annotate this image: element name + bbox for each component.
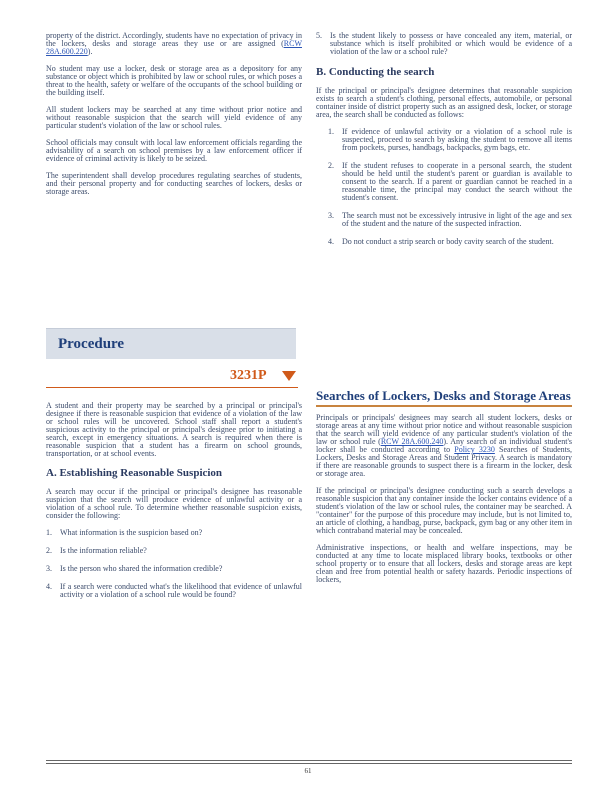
- left-column-top: [46, 32, 302, 205]
- suspicion-list: [46, 529, 302, 599]
- list-item: 2. If the student refuses to cooperate in a personal search, the student should be held until the student's parent or guardian is available to consent to the search. If a parent or guardian cannot be reached in a reasonable time, the principal may conduct the search without the student's consent.: [328, 161, 572, 202]
- list-item: 4. If a search were conducted what's the likelihood that evidence of unlawful activity or a violation of a school rule would be found?: [46, 582, 302, 599]
- continued-list: [316, 32, 572, 56]
- list-item: 1. If evidence of unlawful activity or a violation of a school rule is suspected, proceed to search by asking the student to remove all items from pockets, purses, handbags, backpacks, gym bags, etc.: [328, 127, 572, 152]
- paragraph: No student may use a locker, desk or storage area as a depository for any substance or object which is prohibited by law or school rules, or which poses a threat to the health, safety or welfare of the occupants of the school building or the building itself.: [46, 64, 302, 97]
- paragraph: School officials may consult with local law enforcement officials regarding the advisability of a search on school premises by a law enforcement officer if evidence of criminal activity is likely to be seized.: [46, 138, 302, 163]
- list-item: 5. Is the student likely to possess or have concealed any item, material, or substance which is itself prohibited or which would be evidence of a violation of the law or a school rule?: [316, 31, 572, 56]
- right-column-top: [316, 32, 572, 256]
- list-item: 1. What information is the suspicion based on?: [46, 528, 203, 537]
- procedure-code: 3231P: [230, 368, 267, 383]
- page-number: 61: [304, 767, 312, 775]
- section-heading-b: B. Conducting the search: [316, 66, 435, 78]
- right-column-bottom: [316, 388, 572, 593]
- paragraph: If the principal or principal's designee conducting such a search develops a reasonable suspicion that any container inside the locker contains evidence of a student's violation of the law or school rules, the container may be searched. A "container" for the purpose of this procedure may include, but is not limited to, an article of clothing, a handbag, purse, backpack, gym bag or any other item in which contraband material may be concealed.: [316, 486, 572, 535]
- rcw-link[interactable]: RCW 28A.600.240: [380, 437, 444, 446]
- paragraph: Administrative inspections, or health and welfare inspections, may be conducted at any time to locate misplaced library books, textbooks or other school property or to ensure that all lockers, desks and storage areas are kept clean and free from potential health or safety hazards. Periodic inspections of lockers,: [316, 543, 572, 584]
- section-heading-a: A. Establishing Reasonable Suspicion: [46, 467, 223, 479]
- paragraph: The superintendent shall develop procedures regulating searches of students, and their personal property and for conducting searches of lockers, desks or storage areas.: [46, 171, 302, 196]
- rcw-link[interactable]: RCW 28A.600.220: [46, 39, 302, 56]
- paragraph: If the principal or principal's designee determines that reasonable suspicion exists to search a student's clothing, personal effects, automobile, or personal container inside of district property such as an assigned desk, locker, or storage area, the search shall be conducted as follows:: [316, 86, 572, 119]
- paragraph: A student and their property may be searched by a principal or principal's designee if there is reasonable suspicion that evidence of a violation of the law or school rules will be uncovered. School staff shall report a student's suspicious activity to the principal or principal's designee prior to initiating a search, except in emergency situations. A search is required when there is reasonable suspicion that a student has a firearm on school grounds, transportation, or at school events.: [46, 401, 302, 458]
- triangle-down-icon: [282, 371, 296, 381]
- left-column-bottom: [46, 402, 302, 609]
- search-steps-list: [316, 128, 572, 246]
- divider: [46, 387, 298, 388]
- paragraph: A search may occur if the principal or principal's designee has reasonable suspicion that the search will produce evidence of unlawful activity or a violation of a school rule. To determine whether reasonable suspicion exists, consider the following:: [46, 487, 302, 520]
- paragraph: All student lockers may be searched at any time without prior notice and without reasonable suspicion that the search will yield evidence of any particular student's violation of the law or school rules.: [46, 105, 302, 130]
- paragraph: Principals or principals' designees may search all student lockers, desks or storage areas at any time without prior notice and without reasonable suspicion that the search will yield evidence of any particular student's violation of the law or school rule (RCW 28A.600.240). Any search of an individual student's locker shall be conducted according to Policy 3230 Searches of Students, Lockers, Desks and Storage Areas and Student Privacy. A search is mandatory if there are reasonable grounds to suspect there is a firearm in the locker, desk or storage area.: [316, 413, 573, 478]
- procedure-title: Procedure: [58, 336, 125, 352]
- policy-link[interactable]: Policy 3230: [454, 445, 495, 454]
- list-item: 2. Is the information reliable?: [46, 546, 147, 555]
- footer-divider: [46, 760, 572, 761]
- procedure-banner: [46, 328, 296, 359]
- footer-divider: [46, 763, 572, 764]
- list-item: 3. Is the person who shared the information credible?: [46, 564, 223, 573]
- list-item: 3. The search must not be excessively intrusive in light of the age and sex of the student and the nature of the suspected infraction.: [328, 211, 572, 228]
- section-heading-lockers: Searches of Lockers, Desks and Storage Areas: [316, 388, 571, 403]
- list-item: 4. Do not conduct a strip search or body cavity search of the student.: [328, 237, 554, 246]
- paragraph: property of the district. Accordingly, students have no expectation of privacy in the lockers, desks and storage areas they use or are assigned (RCW 28A.600.220).: [46, 31, 302, 56]
